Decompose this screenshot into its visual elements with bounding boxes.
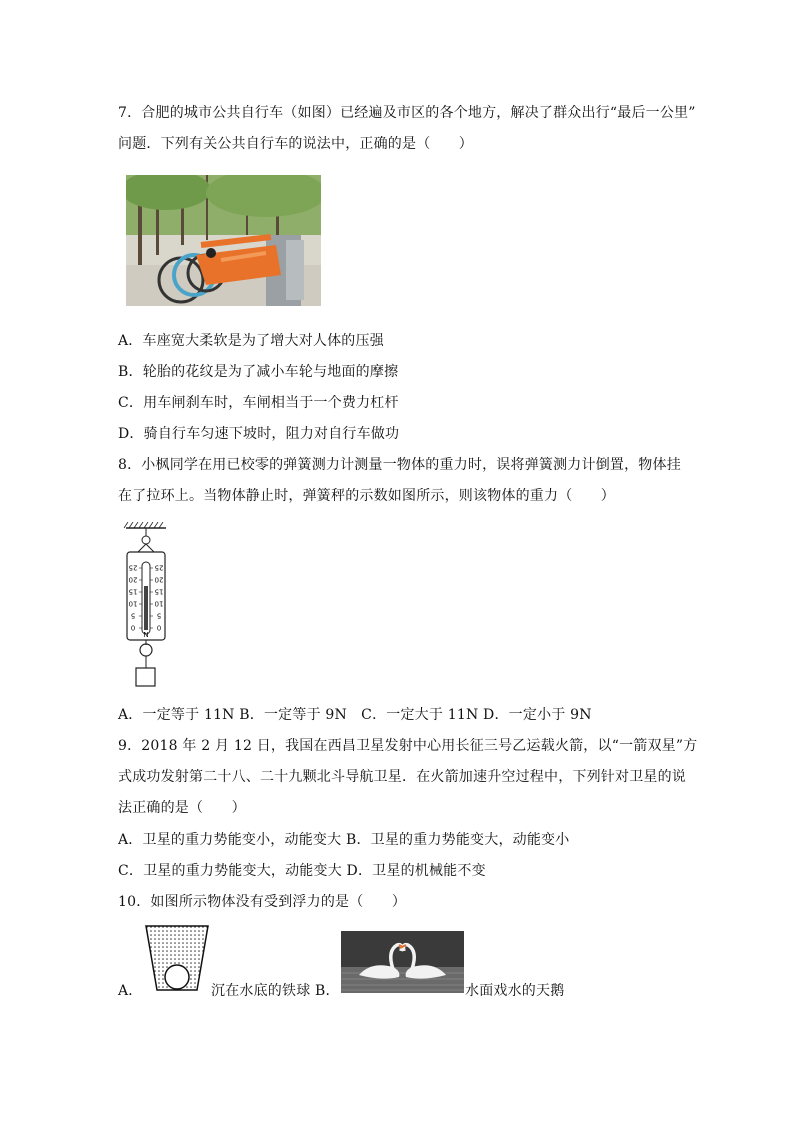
q7-option-a: A．车座宽大柔软是为了增大对人体的压强	[118, 333, 384, 349]
q9-options-line1: A．卫星的重力势能变小，动能变大 B．卫星的重力势能变大，动能变小	[118, 832, 570, 848]
q8-stem-line1: 8．小枫同学在用已校零的弹簧测力计测量一物体的重力时，误将弹簧测力计倒置，物体挂	[118, 457, 681, 473]
scale-tick-label: 20	[128, 575, 138, 584]
q7-option-d: D．骑自行车匀速下坡时，阻力对自行车做功	[118, 426, 400, 442]
q9-stem-line1: 9．2018 年 2 月 12 日，我国在西昌卫星发射中心用长征三号乙运载火箭，以“一箭双星”方	[118, 738, 698, 754]
scale-tick-label: 0	[156, 623, 162, 632]
scale-tick-label: 10	[154, 599, 164, 608]
q9-stem-line3: 法正确的是（ ）	[118, 800, 246, 816]
scale-tick-label: 15	[154, 587, 164, 596]
scale-tick-label: 25	[128, 563, 138, 572]
scale-tick-label: 5	[130, 611, 136, 620]
q7-option-c: C．用车闸刹车时，车闸相当于一个费力杠杆	[118, 395, 399, 411]
q7-stem-line1: 7．合肥的城市公共自行车（如图）已经遍及市区的各个地方，解决了群众出行“最后一公里”	[118, 105, 696, 121]
q8-options: A．一定等于 11N B．一定等于 9N C．一定大于 11N D．一定小于 9N	[118, 707, 592, 723]
q8-stem-line2: 在了拉环上。当物体静止时，弹簧秤的示数如图所示，则该物体的重力（ ）	[118, 488, 615, 504]
scale-tick-label: 5	[156, 611, 162, 620]
q10-option-a-letter: A．	[118, 983, 143, 999]
scale-tick-label: 20	[154, 575, 164, 584]
q9-stem-line2: 式成功发射第二十八、二十九颗北斗导航卫星．在火箭加速升空过程中，下列针对卫星的说	[118, 769, 686, 785]
q10-stem: 10．如图所示物体没有受到浮力的是（ ）	[118, 894, 407, 910]
swans-photo	[341, 931, 464, 993]
scale-tick-label: 25	[154, 563, 164, 572]
scale-tick-label: 10	[128, 599, 138, 608]
scale-unit-label: N	[143, 630, 149, 638]
scale-tick-label: 15	[128, 587, 138, 596]
iron-ball-in-water-figure	[145, 925, 209, 991]
scale-tick-label: 0	[130, 623, 136, 632]
q10-option-a-text: 沉在水底的铁球 B．	[211, 983, 340, 999]
bicycle-photo	[126, 175, 321, 306]
q7-stem-line2: 问题．下列有关公共自行车的说法中，正确的是（ ）	[118, 136, 473, 152]
q9-options-line2: C．卫星的重力势能变大，动能变大 D．卫星的机械能不变	[118, 863, 486, 879]
q10-option-b-text: 水面戏水的天鹅	[465, 983, 565, 999]
q7-option-b: B．轮胎的花纹是为了减小车轮与地面的摩擦	[118, 364, 399, 380]
spring-scale-figure	[122, 522, 172, 690]
